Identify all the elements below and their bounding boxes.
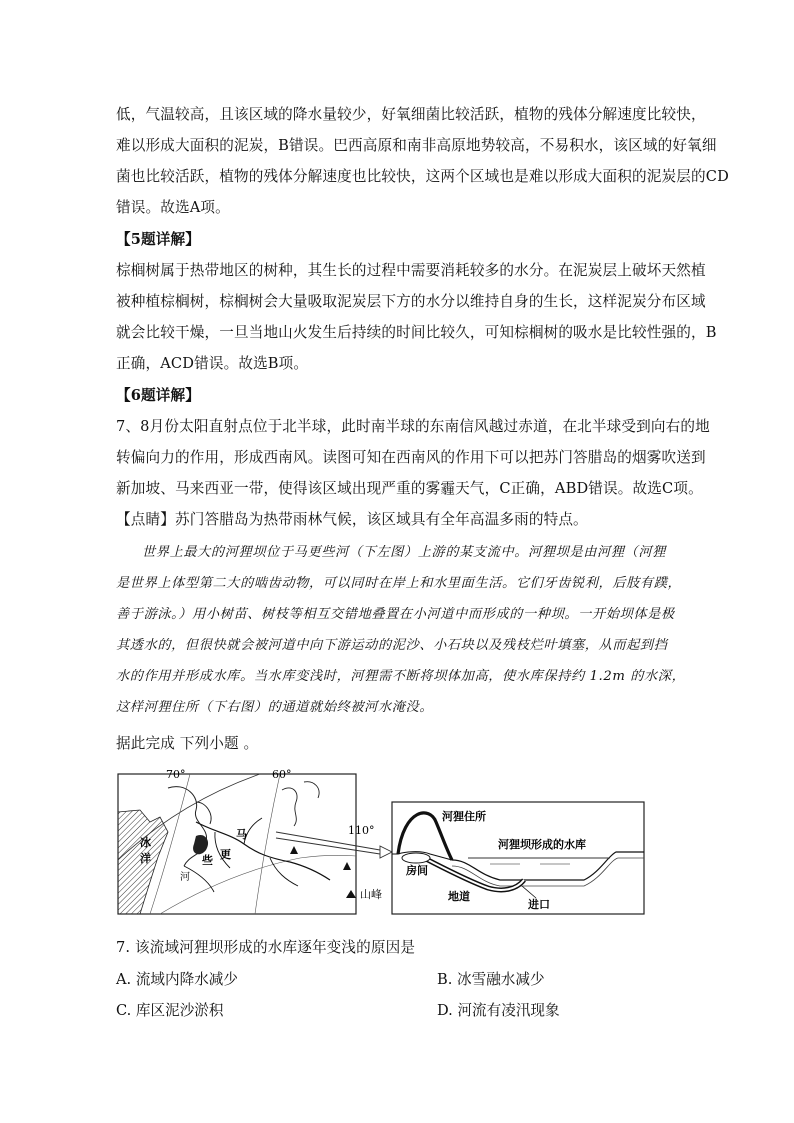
passage-line: 水的作用并形成水库。当水库变浅时，河狸需不断将坝体加高，使水库保持约 1.2m 的水深，	[116, 669, 686, 684]
option-a[interactable]: A. 流域内降水减少	[116, 971, 238, 988]
text-line: 新加坡、马来西亚一带，使得该区域出现严重的雾霾天气，C正确，ABD错误。故选C项。	[116, 480, 703, 497]
passage-line: 世界上最大的河狸坝位于马更些河（下左图）上游的某支流中。河狸坝是由河狸（河狸	[142, 545, 666, 560]
passage-line: 善于游泳。）用小树苗、树枝等相互交错地叠置在小河道中而形成的一种坝。一开始坝体是极	[116, 607, 675, 622]
text-line: 正确，ACD错误。故选B项。	[116, 355, 309, 372]
tip-line: 【点睛】苏门答腊岛为热带雨林气候，该区域具有全年高温多雨的特点。	[116, 511, 588, 528]
section-heading: 【6题详解】	[116, 387, 201, 404]
figure-map-and-diagram	[0, 762, 794, 922]
text-line: 棕榈树属于热带地区的树种，其生长的过程中需要消耗较多的水分。在泥炭层上破坏天然植	[116, 262, 706, 279]
text-line: 错误。故选A项。	[116, 199, 230, 216]
option-b[interactable]: B. 冰雪融水减少	[437, 971, 545, 988]
text-line: 7、8月份太阳直射点位于北半球，此时南半球的东南信风越过赤道，在北半球受到向右的地	[116, 418, 710, 435]
label-entrance: 进口	[528, 898, 550, 911]
map-label-bing: 冰	[140, 836, 151, 849]
label-beaver-home: 河狸住所	[442, 810, 486, 823]
label-room: 房间	[406, 864, 428, 877]
lon-110-label: 110°	[348, 824, 375, 837]
map-label-he: 河	[180, 872, 190, 883]
text-line: 低，气温较高，且该区域的降水量较少，好氧细菌比较活跃，植物的残体分解速度比较快，	[116, 106, 706, 123]
instruction: 据此完成 下列小题 。	[116, 735, 259, 752]
section-heading: 【5题详解】	[116, 231, 201, 248]
text-line: 被种植棕榈树，棕榈树会大量吸取泥炭层下方的水分以维持自身的生长，这样泥炭分布区域	[116, 293, 706, 310]
label-tunnel: 地道	[448, 890, 470, 903]
option-c[interactable]: C. 库区泥沙淤积	[116, 1002, 224, 1019]
passage-line: 是世界上体型第二大的啮齿动物，可以同时在岸上和水里面生活。它们牙齿锐利，后肢有蹼，	[116, 576, 682, 591]
passage-line: 其透水的，但很快就会被河道中向下游运动的泥沙、小石块以及残枝烂叶填塞，从而起到挡	[116, 638, 668, 653]
legend-peak-label: 山峰	[360, 888, 382, 901]
lon-60-label: 60°	[272, 768, 292, 781]
passage-line: 这样河狸住所（下右图）的通道就始终被河水淹没。	[116, 700, 434, 715]
map-label-geng: 更	[220, 848, 231, 861]
river-basin-map	[118, 768, 382, 914]
text-line: 难以形成大面积的泥炭，B错误。巴西高原和南非高原地势较高，不易积水，该区域的好氧细	[116, 137, 717, 154]
text-line: 转偏向力的作用，形成西南风。读图可知在西南风的作用下可以把苏门答腊岛的烟雾吹送到	[116, 449, 706, 466]
map-label-xie: 些	[202, 854, 213, 867]
label-reservoir: 河狸坝形成的水库	[498, 838, 586, 851]
map-label-ma: 马	[236, 828, 247, 841]
text-line: 菌也比较活跃，植物的残体分解速度也比较快，这两个区域也是难以形成大面积的泥炭层的CD	[116, 168, 729, 185]
option-d[interactable]: D. 河流有凌汛现象	[437, 1002, 560, 1019]
question-stem: 7. 该流域河狸坝形成的水库逐年变浅的原因是	[116, 939, 416, 956]
lon-70-label: 70°	[166, 768, 186, 781]
beaver-lodge-diagram	[392, 802, 644, 914]
text-line: 就会比较干燥，一旦当地山火发生后持续的时间比较久，可知棕榈树的吸水是比较性强的，B	[116, 324, 717, 341]
map-label-yang: 洋	[140, 852, 151, 865]
